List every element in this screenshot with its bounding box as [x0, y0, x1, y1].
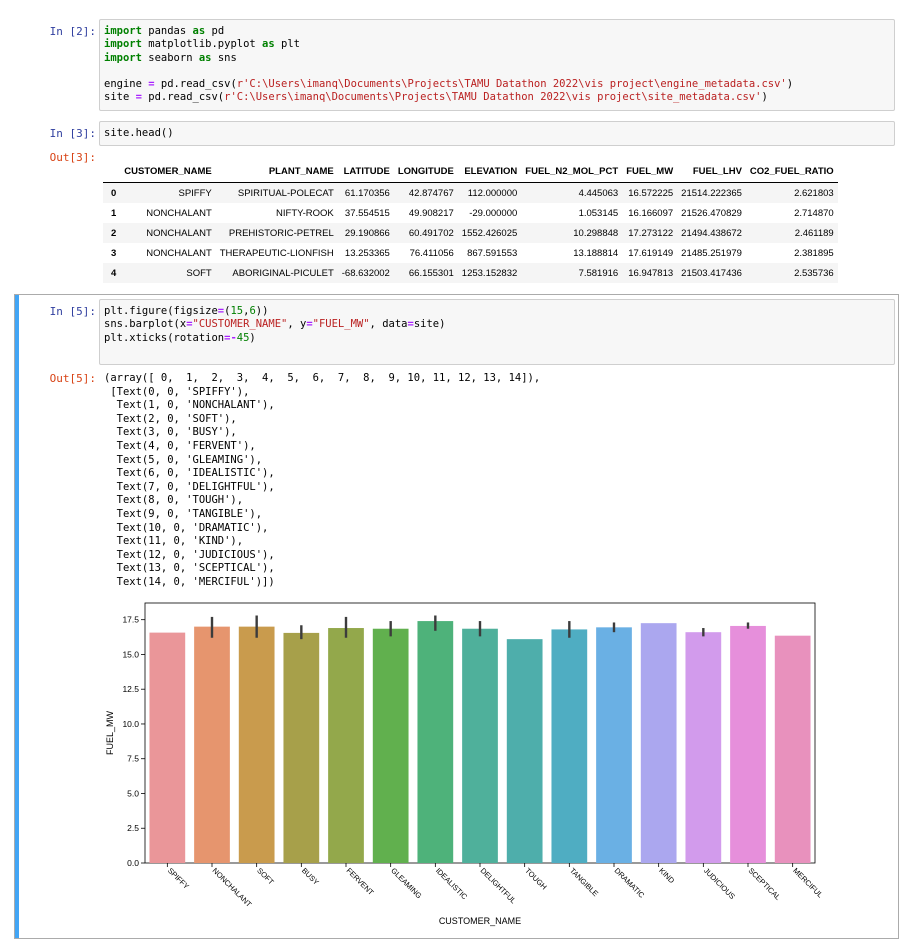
table-cell: NONCHALANT: [146, 207, 212, 219]
y-tick-label: 12.5: [122, 684, 139, 695]
table-cell: 1253.152832: [461, 267, 518, 279]
table-cell: 1.053145: [578, 207, 619, 219]
x-tick-label: TANGIBLE: [567, 866, 601, 899]
code-token: sns.barplot(x: [104, 318, 187, 331]
table-cell: NONCHALANT: [146, 227, 212, 239]
column-header: LONGITUDE: [394, 161, 458, 183]
bar: [239, 627, 275, 863]
bar: [730, 626, 766, 863]
table-cell: SPIRITUAL-POLECAT: [237, 187, 334, 199]
y-axis: [122, 615, 145, 868]
table-cell: 7.581916: [578, 267, 619, 279]
table-cell: 42.874767: [408, 187, 454, 199]
code-token: pd.read_csv(: [154, 78, 237, 91]
table-row: [103, 183, 838, 204]
code-token: =: [407, 318, 414, 331]
bar: [551, 629, 587, 863]
row-index: 0: [111, 187, 117, 199]
table-row: [103, 203, 838, 223]
table-cell: 21514.222365: [681, 187, 742, 199]
column-header: ELEVATION: [458, 161, 521, 183]
code-token: as: [192, 25, 206, 37]
table-cell: 2.461189: [794, 227, 834, 239]
code-token: pd: [205, 25, 225, 37]
table-cell: 2.621803: [794, 187, 834, 199]
table-cell: PREHISTORIC-PETREL: [228, 227, 334, 239]
table-cell: 10.298848: [573, 227, 619, 239]
table-cell: 2.381895: [794, 247, 834, 259]
table-row: [103, 223, 838, 243]
code-token: =: [135, 91, 142, 104]
input-prompt-3: In [3]:: [49, 127, 96, 140]
x-tick-label: NONCHALANT: [210, 866, 254, 909]
code-token: as: [198, 51, 212, 64]
bar: [149, 633, 185, 863]
code-token: r'C:\Users\imanq\Documents\Projects\TAMU Datathon 2022\vis project\site_metadata.csv': [224, 91, 762, 104]
code-line: [104, 332, 890, 345]
row-index: 3: [111, 247, 117, 259]
table-row: [103, 263, 838, 283]
y-tick-label: 15.0: [122, 649, 139, 660]
code-token: (: [224, 305, 231, 317]
code-token: import: [104, 38, 142, 51]
code-token: import: [104, 25, 142, 37]
x-tick-label: GLEAMING: [389, 866, 424, 901]
code-token: pandas: [141, 25, 193, 37]
x-tick-label: SPIFFY: [165, 866, 191, 891]
code-token: 45: [236, 331, 250, 344]
code-token: "FUEL_MW": [312, 318, 370, 331]
bar: [596, 627, 632, 863]
code-token: , data: [369, 318, 408, 331]
code-token: pd.read_csv(: [141, 91, 225, 104]
column-header: LATITUDE: [338, 161, 394, 183]
code-token: ,: [243, 305, 250, 317]
table-cell: 16.947813: [628, 267, 674, 279]
y-tick-label: 2.5: [127, 823, 139, 834]
x-tick-label: MERCIFUL: [791, 866, 825, 900]
column-header: CO2_FUEL_RATIO: [746, 161, 838, 183]
output-prompt-5: Out[5]:: [49, 372, 96, 385]
table-header-row: [103, 161, 838, 183]
code-token: =: [306, 318, 313, 331]
code-token: "CUSTOMER_NAME": [192, 318, 288, 331]
y-tick-label: 17.5: [122, 614, 139, 625]
x-tick-label: TOUGH: [523, 866, 549, 892]
code-token: plt.xticks(rotation: [104, 331, 225, 344]
bar: [194, 627, 230, 863]
bar: [507, 639, 543, 863]
code-token: ): [249, 331, 256, 344]
table-cell: 29.190866: [344, 227, 390, 239]
table-cell: ABORIGINAL-PICULET: [232, 267, 334, 279]
code-token: ): [761, 91, 768, 104]
code-line: [104, 91, 890, 104]
y-tick-label: 10.0: [122, 718, 139, 729]
code-line: [104, 38, 890, 51]
code-line: [104, 305, 890, 318]
column-header: [103, 161, 120, 183]
column-header: FUEL_LHV: [677, 161, 746, 183]
y-axis-label: FUEL_MW: [105, 710, 115, 756]
x-axis-label: CUSTOMER_NAME: [438, 916, 522, 926]
table-cell: 1552.426025: [461, 227, 518, 239]
code-token: import: [104, 51, 142, 64]
code-token: matplotlib.pyplot: [141, 38, 263, 51]
row-index: 4: [111, 267, 117, 279]
bar: [417, 621, 453, 863]
code-token: -: [230, 331, 237, 344]
x-tick-label: SOFT: [255, 866, 276, 887]
y-tick-label: 7.5: [127, 753, 139, 764]
code-token: plt.figure(figsize: [104, 305, 218, 317]
table-cell: THERAPEUTIC-LIONFISH: [219, 247, 334, 259]
code-token: =: [224, 331, 231, 344]
bar-chart: [100, 597, 840, 935]
bar: [685, 632, 721, 863]
table-cell: 4.445063: [578, 187, 619, 199]
table-row: [103, 243, 838, 263]
table-cell: 21485.251979: [681, 247, 742, 259]
code-line: [104, 25, 890, 38]
code-token: site: [104, 91, 136, 104]
x-tick-label: JUDICIOUS: [701, 866, 737, 901]
bar: [775, 636, 811, 863]
bar: [641, 623, 677, 863]
x-tick-label: DRAMATIC: [612, 866, 647, 900]
x-tick-label: KIND: [657, 866, 677, 886]
table-cell: 76.411056: [409, 247, 454, 259]
cell-selection-indicator: [14, 294, 19, 939]
code-input-3[interactable]: [99, 121, 895, 146]
row-index: 2: [111, 227, 117, 239]
x-tick-label: BUSY: [299, 866, 321, 887]
table-cell: 2.535736: [794, 267, 834, 279]
code-line: [104, 318, 890, 331]
table-cell: 49.908217: [408, 207, 454, 219]
bar: [328, 628, 364, 863]
code-token: seaborn: [141, 51, 199, 64]
code-token: as: [262, 38, 275, 51]
code-line: [104, 78, 890, 91]
table-cell: 37.554515: [344, 207, 390, 219]
y-tick-label: 0.0: [127, 858, 139, 868]
output-prompt-3: Out[3]:: [49, 151, 96, 164]
code-token: r'C:\Users\imanq\Documents\Projects\TAMU Datathon 2022\vis project\engine_metadata.csv': [236, 78, 787, 91]
row-index: 1: [111, 207, 117, 219]
x-tick-label: FERVENT: [344, 866, 376, 898]
table-cell: 13.253365: [344, 247, 390, 259]
column-header: FUEL_N2_MOL_PCT: [521, 161, 622, 183]
table-cell: NIFTY-ROOK: [276, 207, 334, 219]
code-token: , y: [287, 318, 307, 331]
table-cell: 112.000000: [467, 187, 518, 199]
input-prompt-5: In [5]:: [49, 305, 96, 318]
code-token: ): [786, 78, 794, 91]
table-cell: 16.166097: [628, 207, 674, 219]
code-token: )): [255, 305, 269, 317]
code-token: =: [148, 78, 155, 91]
x-tick-label: SCEPTICAL: [746, 866, 783, 902]
code-line: site.head(): [104, 127, 174, 139]
table-cell: 17.619149: [628, 247, 674, 259]
y-tick-label: 5.0: [127, 788, 139, 799]
table-cell: -68.632002: [341, 267, 390, 279]
x-tick-label: IDEALISTIC: [433, 866, 470, 902]
table-cell: 2.714870: [794, 207, 834, 219]
code-token: site): [413, 318, 446, 331]
x-axis: [166, 863, 825, 909]
table-cell: 66.155301: [408, 267, 454, 279]
bars: [149, 621, 810, 863]
table-cell: 13.188814: [573, 247, 619, 259]
table-cell: 17.273122: [628, 227, 674, 239]
table-cell: SPIFFY: [178, 187, 212, 199]
code-line: [104, 65, 890, 78]
table-cell: SOFT: [186, 267, 212, 279]
code-token: engine: [104, 78, 149, 91]
code-token: 15: [230, 305, 244, 317]
table-cell: 867.591553: [467, 247, 518, 259]
table-cell: 21526.470829: [681, 207, 742, 219]
table-cell: 21503.417436: [681, 267, 742, 279]
code-token: =: [186, 318, 193, 331]
code-token: plt: [274, 38, 300, 51]
table-cell: 60.491702: [408, 227, 454, 239]
code-line: [104, 52, 890, 65]
table-cell: NONCHALANT: [146, 247, 212, 259]
table-cell: 21494.438672: [681, 227, 742, 239]
column-header: CUSTOMER_NAME: [120, 161, 215, 183]
code-token: sns: [211, 51, 237, 64]
x-tick-label: DELIGHTFUL: [478, 866, 518, 906]
table-cell: -29.000000: [469, 207, 518, 219]
code-input-2[interactable]: [99, 19, 895, 111]
column-header: FUEL_MW: [622, 161, 677, 183]
table-cell: 16.572225: [628, 187, 674, 199]
bar: [462, 629, 498, 863]
input-prompt-2: In [2]:: [49, 25, 96, 38]
bar: [373, 629, 409, 863]
code-token: =: [217, 305, 225, 317]
code-token: 6: [249, 305, 256, 317]
column-header: PLANT_NAME: [216, 161, 338, 183]
output-text: (array([ 0, 1, 2, 3, 4, 5, 6, 7, 8, 9, 10, 11, 12, 13, 14]), [Text(0, 0, 'SPIFFY'), Text(1, 0, 'NONCHALANT'), Text(2, 0, 'SOFT'), Text(3, 0, 'BUSY'), Text(4, 0, 'FERVENT'), Text(5, 0, 'GLEAMING'), Text(6, 0, 'IDEALISTIC'), Text(7, 0, 'DELIGHTFUL'), Text(8, 0, 'TOUGH'), Text(9, 0, 'TANGIBLE'), Text(10, 0, 'DRAMATIC'), Text(11, 0, 'KIND'), Text(12, 0, 'JUDICIOUS'), Text(13, 0, 'SCEPTICAL'), Text(14, 0, 'MERCIFUL')]): [104, 372, 541, 588]
table-cell: 61.170356: [344, 187, 390, 199]
dataframe-table: [103, 161, 838, 283]
code-input-5[interactable]: [99, 299, 895, 365]
bar: [283, 633, 319, 863]
